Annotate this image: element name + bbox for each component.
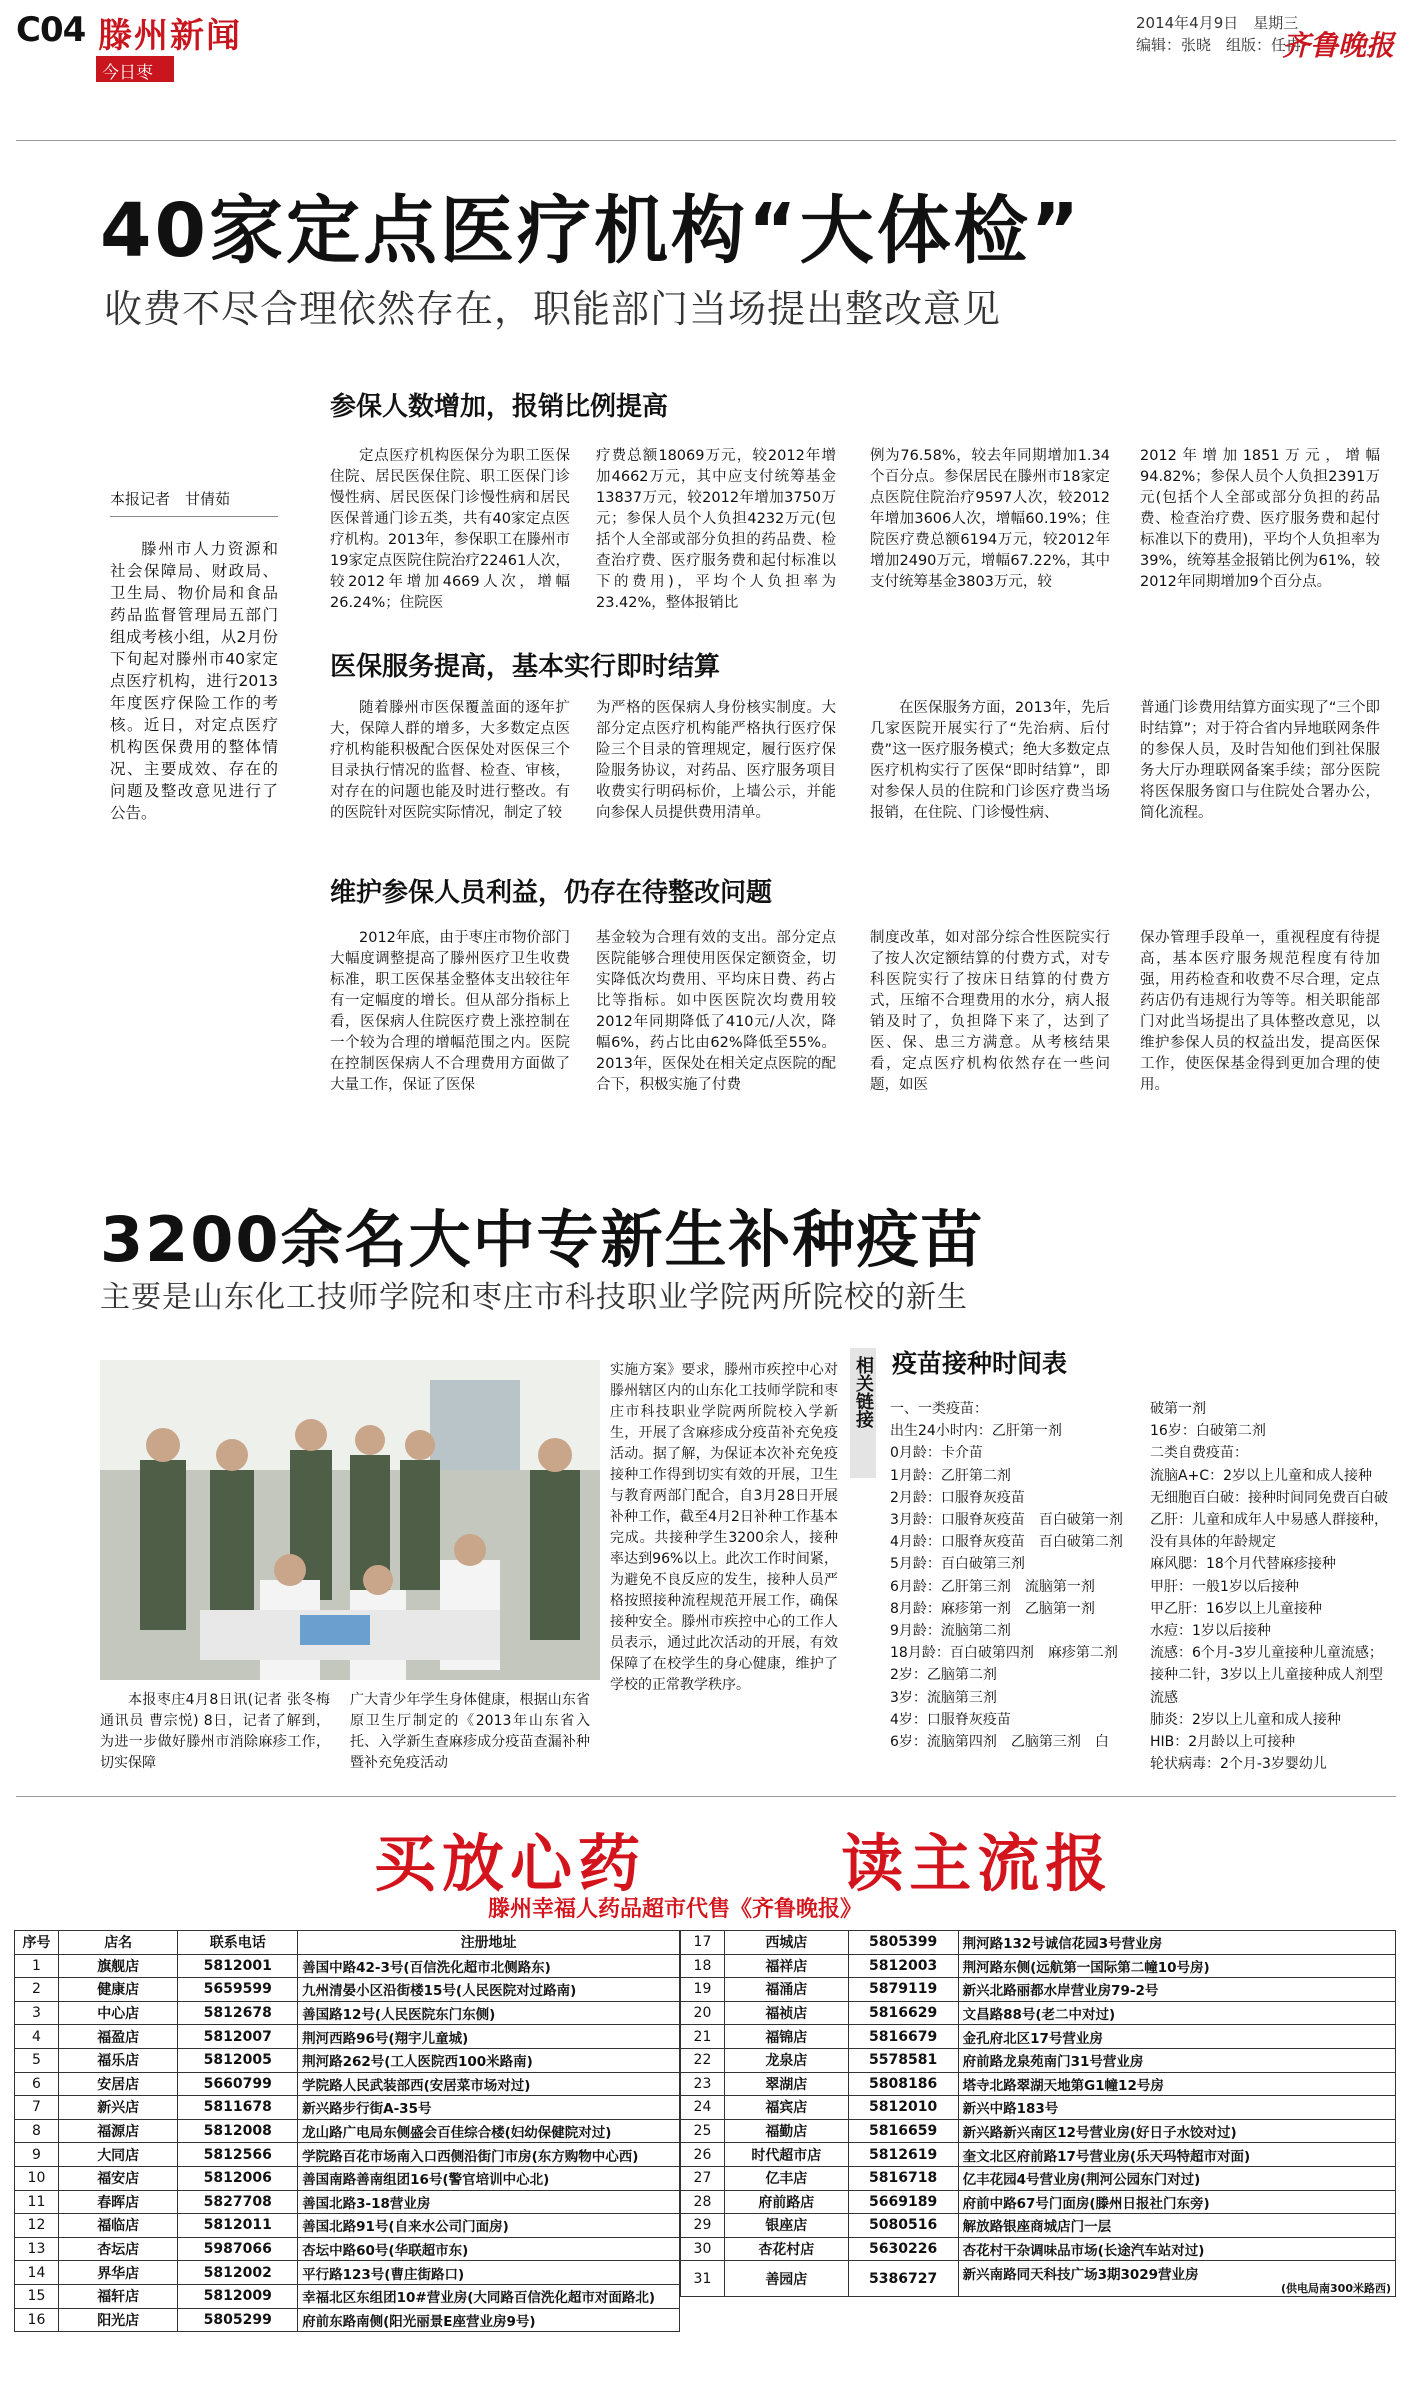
section3-col-4: 保办管理手段单一，重视程度有待提高，基本医疗服务规范程度有待加强，用药检查和收费不尽合理，定点药店仍有违规行为等等。相关职能部门对此当场提出了具体整改意见，以维护参保人员的权益出发，提高医保工作，使医保基金得到更加合理的使用。	[1140, 930, 1380, 1093]
store-phone: 5816718	[848, 2166, 958, 2190]
table-row	[681, 2025, 1396, 2049]
store-phone: 5812008	[178, 2119, 298, 2143]
store-number: 24	[681, 2096, 725, 2120]
table-row	[681, 2190, 1396, 2214]
store-name: 福轩店	[58, 2284, 178, 2308]
story2-col-b: 广大青少年学生身体健康，根据山东省原卫生厅制定的《2013年山东省入托、入学新生查麻疹成分疫苗查漏补种暨补充免疫活动	[350, 1692, 590, 1771]
store-address: 府前东路南侧(阳光丽景E座营业房9号)	[298, 2308, 680, 2332]
store-number: 1	[15, 1954, 59, 1978]
store-phone: 5816679	[848, 2025, 958, 2049]
store-phone: 5816659	[848, 2119, 958, 2143]
store-phone: 5812003	[848, 1954, 958, 1978]
section2-col-1: 随着滕州市医保覆盖面的逐年扩大，保障人群的增多，大多数定点医疗机构能积极配合医保处对医保三个目录执行情况的监督、检查、审核，对存在的问题也能及时进行整改。有的医院针对医院实际情况，制定了较	[330, 700, 570, 821]
store-address: 新兴路新兴南区12号营业房(好日子水饺对过)	[958, 2119, 1395, 2143]
schedule-item: 流脑A+C：2岁以上儿童和成人接种	[1150, 1467, 1372, 1484]
section1-subhead: 参保人数增加，报销比例提高	[330, 392, 669, 422]
store-name: 界华店	[58, 2261, 178, 2285]
schedule-item: 5月龄：百白破第三剂	[890, 1556, 1025, 1573]
store-phone: 5812566	[178, 2143, 298, 2167]
store-phone: 5660799	[178, 2072, 298, 2096]
schedule-item: 3月龄：口服脊灰疫苗 百白破第一剂	[890, 1512, 1123, 1529]
store-address: 荆河西路96号(翔宇儿童城)	[298, 2025, 680, 2049]
section1-col-1: 定点医疗机构医保分为职工医保住院、居民医保住院、职工医保门诊慢性病、居民医保门诊慢性病和居民医保普通门诊五类，共有40家定点医疗机构。2013年，参保职工在滕州市19家定点医院住院治疗22461人次，较2012年增加4669人次，增幅26.24%；住院医	[330, 448, 570, 611]
related-links-text: 相关链接	[853, 1356, 874, 1428]
header-divider	[16, 140, 1396, 141]
store-name: 银座店	[724, 2214, 848, 2238]
store-number: 19	[681, 1978, 725, 2002]
vaccination-photo-illustration	[100, 1360, 600, 1680]
brand-logo: 齐鲁晚报	[1282, 29, 1395, 62]
table-row	[15, 2096, 680, 2120]
section3-col-3: 制度改革，如对部分综合性医院实行了按人次定额结算的付费方式，对专科医院实行了按床日结算的付费方式，压缩不合理费用的水分，病人报销及时了，负担降下来了，达到了医、保、患三方满意。从考核结果看，定点医疗机构依然存在一些问题，如医	[870, 930, 1110, 1093]
section-name: 滕州新闻	[98, 16, 242, 56]
col-header-phone: 联系电话	[178, 1931, 298, 1955]
schedule-item: HIB：2月龄以上可接种	[1150, 1734, 1296, 1751]
story1-subheadline: 收费不尽合理依然存在，职能部门当场提出整改意见	[104, 287, 1002, 331]
store-phone: 5386727	[848, 2261, 958, 2297]
related-links-label	[850, 1348, 876, 1478]
table-row	[15, 2072, 680, 2096]
store-number: 26	[681, 2143, 725, 2167]
vaccine-schedule-right	[1150, 1398, 1390, 1775]
store-phone: 5812009	[178, 2284, 298, 2308]
ad-slogan-part-1: 买放心药	[374, 1827, 647, 1900]
store-phone: 5805299	[178, 2308, 298, 2332]
section3-col-1: 2012年底，由于枣庄市物价部门大幅度调整提高了滕州医疗卫生收费标准，职工医保基金整体支出较往年有一定幅度的增长。但从部分指标上看，医保病人住院医疗费上涨控制在一个较为合理的增幅范围之内。医院在控制医保病人不合理费用方面做了大量工作，保证了医保	[330, 930, 570, 1093]
store-address: 荆河路132号诚信花园3号营业房	[958, 1931, 1395, 1955]
table-row	[681, 2261, 1396, 2297]
store-phone: 5987066	[178, 2237, 298, 2261]
vaccination-photo	[100, 1360, 600, 1680]
store-name: 龙泉店	[724, 2048, 848, 2072]
section2-subhead: 医保服务提高，基本实行即时结算	[330, 652, 721, 682]
store-name: 福乐店	[58, 2048, 178, 2072]
store-name: 中心店	[58, 2001, 178, 2025]
store-number: 25	[681, 2119, 725, 2143]
editor-line: 编辑：张晓 组版：任冉	[1136, 36, 1302, 54]
story1-byline: 本报记者 甘倩茹	[110, 490, 231, 508]
ad-subtitle: 滕州幸福人药品超市代售《齐鲁晚报》	[488, 1897, 863, 1922]
store-address: 杏坛中路60号(华联超市东)	[298, 2237, 680, 2261]
schedule-item: 肺炎：2岁以上儿童和成人接种	[1150, 1711, 1341, 1728]
store-address: 幸福北区东组团10#营业房(大同路百信洗化超市对面路北)	[298, 2284, 680, 2308]
store-name: 杏花村店	[724, 2237, 848, 2261]
story2-col-c: 实施方案》要求，滕州市疾控中心对滕州辖区内的山东化工技师学院和枣庄市科技职业学院两所院校入学新生，开展了含麻疹成分疫苗补充免疫活动。据了解，为保证本次补充免疫接种工作得到切实有效的开展，卫生与教育两部门配合，自3月28日开展补种工作，截至4月2日补种工作基本完成。共接种学生3200余人，接种率达到96%以上。此次工作时间紧，为避免不良反应的发生，接种人员严格按照接种流程规范开展工作，确保接种安全。滕州市疾控中心的工作人员表示，通过此次活动的开展，有效保障了在校学生的身心健康，维护了学校的正常教学秩序。	[610, 1362, 838, 1693]
store-name: 杏坛店	[58, 2237, 178, 2261]
schedule-item: 3岁：流脑第三剂	[890, 1689, 997, 1706]
schedule-item: 二类自费疫苗：	[1150, 1445, 1248, 1462]
store-phone: 5816629	[848, 2001, 958, 2025]
table-row	[15, 2143, 680, 2167]
table-header-row	[15, 1931, 680, 1955]
store-phone: 5812678	[178, 2001, 298, 2025]
store-name: 福临店	[58, 2214, 178, 2238]
store-name: 春晖店	[58, 2190, 178, 2214]
store-phone: 5808186	[848, 2072, 958, 2096]
section1-col-4: 2012年增加1851万元，增幅94.82%；参保人员个人负担2391万元(包括个人全部或部分负担的药品费、检查治疗费、医疗服务费和起付标准以下的费用)，平均个人负担率为39%，统筹基金报销比例为61%，较2012年同期增加9个百分点。	[1140, 448, 1380, 590]
store-phone: 5827708	[178, 2190, 298, 2214]
schedule-item: 出生24小时内：乙肝第一剂	[890, 1423, 1062, 1440]
story2-subheadline: 主要是山东化工技师学院和枣庄市科技职业学院两所院校的新生	[100, 1280, 968, 1315]
store-phone: 5812011	[178, 2214, 298, 2238]
store-address: 平行路123号(曹庄街路口)	[298, 2261, 680, 2285]
store-address: 新兴中路183号	[958, 2096, 1395, 2120]
table-row	[681, 2096, 1396, 2120]
schedule-item: 18月龄：百白破第四剂 麻疹第二剂	[890, 1645, 1118, 1662]
store-address: 善国北路91号(自来水公司门面房)	[298, 2214, 680, 2238]
store-name: 新兴店	[58, 2096, 178, 2120]
store-address: 解放路银座商城店门一层	[958, 2214, 1395, 2238]
ad-slogan	[374, 1814, 1113, 1903]
story1-lead: 滕州市人力资源和社会保障局、财政局、卫生局、物价局和食品药品监督管理局五部门组成考核小组，从2月份下旬起对滕州市40家定点医疗机构，进行2013年度医疗保险工作的考核。近日，对定点医疗机构医保费用的整体情况、主要成效、存在的问题及整改意见进行了公告。	[110, 540, 278, 822]
schedule-item: 乙肝：儿童和成年人中易感人群接种，没有具体的年龄规定	[1150, 1512, 1388, 1551]
store-address: 塔寺北路翠湖天地第G1幢12号房	[958, 2072, 1395, 2096]
schedule-item: 麻风腮：18个月代替麻疹接种	[1150, 1556, 1336, 1573]
store-number: 4	[15, 2025, 59, 2049]
store-address: 九州清晏小区沿街楼15号(人民医院对过路南)	[298, 1978, 680, 2002]
story2-headline: 3200余名大中专新生补种疫苗	[100, 1203, 985, 1276]
story2-col-a: 本报枣庄4月8日讯(记者 张冬梅 通讯员 曹宗悦) 8日，记者了解到，为进一步做好滕州市消除麻疹工作，切实保障	[100, 1692, 330, 1771]
section3-subhead: 维护参保人员利益，仍存在待整改问题	[330, 878, 773, 908]
store-name: 翠湖店	[724, 2072, 848, 2096]
store-address: 善国中路42-3号(百信洗化超市北侧路东)	[298, 1954, 680, 1978]
store-phone: 5659599	[178, 1978, 298, 2002]
table-row	[681, 2237, 1396, 2261]
schedule-item: 一、一类疫苗：	[890, 1401, 988, 1417]
ad-divider	[16, 1796, 1396, 1797]
store-number: 29	[681, 2214, 725, 2238]
schedule-item: 6月龄：乙肝第三剂 流脑第一剂	[890, 1578, 1095, 1595]
store-name: 福宾店	[724, 2096, 848, 2120]
schedule-item: 甲肝：一般1岁以后接种	[1150, 1578, 1299, 1595]
schedule-item: 流感：6个月-3岁儿童接种儿童流感；接种二针，3岁以上儿童接种成人剂型流感	[1150, 1645, 1383, 1706]
store-address-note: (供电局南300米路西)	[1280, 2281, 1391, 2295]
store-address: 荆河路东侧(远航第一国际第二幢10号房)	[958, 1954, 1395, 1978]
store-address: 善国北路3-18营业房	[298, 2190, 680, 2214]
table-row	[681, 1954, 1396, 1978]
story1-headline: 40家定点医疗机构“大体检”	[100, 188, 1083, 274]
store-name: 福祥店	[724, 1954, 848, 1978]
table-row	[681, 2072, 1396, 2096]
schedule-item: 16岁：白破第二剂	[1150, 1423, 1266, 1440]
schedule-item: 水痘：1岁以后接种	[1150, 1623, 1271, 1640]
store-phone: 5812005	[178, 2048, 298, 2072]
store-name: 西城店	[724, 1931, 848, 1955]
store-phone: 5812002	[178, 2261, 298, 2285]
page-code: C04	[16, 10, 86, 50]
section3-col-2: 基金较为合理有效的支出。部分定点医院能够合理使用医保定额资金，切实降低次均费用、平均床日费、药占比等指标。如中医医院次均费用较2012年同期降低了410元/人次，降幅6%，药占比由62%降低至55%。2013年，医保处在相关定点医院的配合下，积极实施了付费	[596, 930, 836, 1093]
schedule-item: 0月龄：卡介苗	[890, 1445, 983, 1462]
table-row	[15, 2308, 680, 2332]
schedule-item: 2岁：乙脑第二剂	[890, 1667, 997, 1684]
store-name: 安居店	[58, 2072, 178, 2096]
schedule-item: 无细胞百白破：接种时间同免费百白破	[1150, 1489, 1388, 1506]
section2-col-4: 普通门诊费用结算方面实现了“三个即时结算”；对于符合省内异地联网条件的参保人员，及时告知他们到社保服务大厅办理联网备案手续；部分医院将医保服务窗口与住院处合署办公，简化流程。	[1140, 700, 1380, 821]
store-address: 文昌路88号(老二中对过)	[958, 2001, 1395, 2025]
store-number: 18	[681, 1954, 725, 1978]
store-name: 福盈店	[58, 2025, 178, 2049]
store-name: 旗舰店	[58, 1954, 178, 1978]
store-address: 金孔府北区17号营业房	[958, 2025, 1395, 2049]
table-row	[15, 2119, 680, 2143]
store-number: 31	[681, 2261, 725, 2297]
store-number: 2	[15, 1978, 59, 2002]
store-number: 17	[681, 1931, 725, 1955]
store-address: 奎文北区府前路17号营业房(乐天玛特超市对面)	[958, 2143, 1395, 2167]
schedule-item: 1月龄：乙肝第二剂	[890, 1467, 1011, 1484]
table-row	[681, 1978, 1396, 2002]
store-address: 学院路人民武装部西(安居菜市场对过)	[298, 2072, 680, 2096]
store-name: 大同店	[58, 2143, 178, 2167]
table-row	[15, 2261, 680, 2285]
store-name: 福源店	[58, 2119, 178, 2143]
store-number: 8	[15, 2119, 59, 2143]
store-phone: 5080516	[848, 2214, 958, 2238]
store-address: 新兴南路同天科技广场3期3029营业房 (供电局南300米路西)	[958, 2261, 1395, 2297]
store-address: 龙山路广电局东侧盛会百佳综合楼(妇幼保健院对过)	[298, 2119, 680, 2143]
schedule-item: 9月龄：流脑第二剂	[890, 1623, 1011, 1640]
table-row	[15, 2190, 680, 2214]
store-name: 府前路店	[724, 2190, 848, 2214]
store-rows-right	[681, 1931, 1396, 2297]
store-number: 22	[681, 2048, 725, 2072]
store-address: 府前路龙泉苑南门31号营业房	[958, 2048, 1395, 2072]
section1-col-2: 疗费总额18069万元，较2012年增加4662万元，其中应支付统筹基金13837万元，较2012年增加3750万元；参保人员个人负担4232万元(包括个人全部或部分负担的药品费、检查治疗费、医疗服务费和起付标准以下的费用)，平均个人负担率为23.42%，整体报销比	[596, 448, 836, 611]
store-phone: 5812010	[848, 2096, 958, 2120]
store-phone: 5669189	[848, 2190, 958, 2214]
store-phone: 5630226	[848, 2237, 958, 2261]
store-number: 11	[15, 2190, 59, 2214]
store-name: 福祯店	[724, 2001, 848, 2025]
store-phone: 5879119	[848, 1978, 958, 2002]
store-address: 府前中路67号门面房(滕州日报社门东旁)	[958, 2190, 1395, 2214]
store-phone: 5812006	[178, 2166, 298, 2190]
store-address: 荆河路262号(工人医院西100米路南)	[298, 2048, 680, 2072]
sub-section-label: 今日枣庄	[96, 56, 174, 82]
table-row	[681, 2214, 1396, 2238]
store-name: 福安店	[58, 2166, 178, 2190]
table-row	[681, 2166, 1396, 2190]
section2-col-3: 在医保服务方面，2013年，先后几家医院开展实行了“先治病、后付费”这一医疗服务模式；绝大多数定点医疗机构实行了医保“即时结算”，即对参保人员的住院和门诊医疗费当场报销，在住院、门诊慢性病、	[870, 700, 1110, 821]
table-row	[681, 2143, 1396, 2167]
store-address: 善国南路善南组团16号(警官培训中心北)	[298, 2166, 680, 2190]
header-meta	[1136, 12, 1301, 56]
table-row	[681, 1931, 1396, 1955]
schedule-item: 4岁：口服脊灰疫苗	[890, 1711, 1011, 1728]
store-phone: 5805399	[848, 1931, 958, 1955]
store-number: 16	[15, 2308, 59, 2332]
table-row	[681, 2119, 1396, 2143]
schedule-item: 6岁：流脑第四剂 乙脑第三剂 白	[890, 1734, 1109, 1751]
store-number: 27	[681, 2166, 725, 2190]
store-phone: 5812619	[848, 2143, 958, 2167]
store-name: 健康店	[58, 1978, 178, 2002]
store-name: 时代超市店	[724, 2143, 848, 2167]
section2-col-2: 为严格的医保病人身份核实制度。大部分定点医疗机构能严格执行医疗保险三个目录的管理规定，履行医疗保险服务协议，对药品、医疗服务项目收费实行明码标价，上墙公示，并能向参保人员提供费用清单。	[596, 700, 836, 821]
store-number: 6	[15, 2072, 59, 2096]
store-number: 7	[15, 2096, 59, 2120]
vaccine-schedule-left	[890, 1398, 1150, 1753]
col-header-address: 注册地址	[298, 1931, 680, 1955]
store-address: 善国路12号(人民医院东门东侧)	[298, 2001, 680, 2025]
schedule-item: 甲乙肝：16岁以上儿童接种	[1150, 1600, 1322, 1617]
store-table-left	[14, 1930, 680, 2332]
table-row	[681, 2001, 1396, 2025]
store-phone: 5812001	[178, 1954, 298, 1978]
store-address: 学院路百花市场南入口西侧沿街门市房(东方购物中心西)	[298, 2143, 680, 2167]
store-number: 3	[15, 2001, 59, 2025]
store-name: 善园店	[724, 2261, 848, 2297]
store-number: 13	[15, 2237, 59, 2261]
store-name: 福锦店	[724, 2025, 848, 2049]
store-phone: 5812007	[178, 2025, 298, 2049]
store-number: 20	[681, 2001, 725, 2025]
table-row	[15, 2166, 680, 2190]
store-number: 9	[15, 2143, 59, 2167]
schedule-item: 8月龄：麻疹第一剂 乙脑第一剂	[890, 1600, 1095, 1617]
schedule-item: 4月龄：口服脊灰疫苗 百白破第二剂	[890, 1534, 1123, 1551]
store-phone: 5578581	[848, 2048, 958, 2072]
store-number: 14	[15, 2261, 59, 2285]
table-row	[15, 2214, 680, 2238]
store-number: 10	[15, 2166, 59, 2190]
store-name: 阳光店	[58, 2308, 178, 2332]
store-number: 30	[681, 2237, 725, 2261]
store-name: 福涌店	[724, 1978, 848, 2002]
ad-slogan-part-2: 读主流报	[841, 1827, 1114, 1900]
store-number: 21	[681, 2025, 725, 2049]
table-row	[15, 1978, 680, 2002]
schedule-item: 2月龄：口服脊灰疫苗	[890, 1489, 1025, 1506]
date-line: 2014年4月9日 星期三	[1136, 14, 1299, 32]
store-number: 23	[681, 2072, 725, 2096]
store-address: 亿丰花园4号营业房(荆河公园东门对过)	[958, 2166, 1395, 2190]
schedule-item: 破第一剂	[1150, 1401, 1206, 1417]
store-table-right	[680, 1930, 1396, 2297]
section1-col-3: 例为76.58%，较去年同期增加1.34个百分点。参保居民在滕州市18家定点医院住院治疗9597人次，较2012年增加3606人次，增幅60.19%；住院医疗费总额6194万元，较2012年增加2490万元，增幅67.22%，其中支付统筹基金3803万元，较	[870, 448, 1110, 590]
table-row	[15, 2237, 680, 2261]
table-row	[15, 2048, 680, 2072]
store-name: 福勤店	[724, 2119, 848, 2143]
table-row	[15, 1954, 680, 1978]
table-row	[15, 2025, 680, 2049]
byline-divider	[110, 516, 278, 517]
store-number: 15	[15, 2284, 59, 2308]
store-name: 亿丰店	[724, 2166, 848, 2190]
table-row	[15, 2001, 680, 2025]
table-row	[15, 2284, 680, 2308]
store-rows-left	[15, 1954, 680, 2332]
schedule-item: 轮状病毒：2个月-3岁婴幼儿	[1150, 1756, 1327, 1773]
store-number: 12	[15, 2214, 59, 2238]
vaccine-schedule-title: 疫苗接种时间表	[892, 1349, 1068, 1378]
store-address: 新兴北路丽都水岸营业房79-2号	[958, 1978, 1395, 2002]
store-address: 杏花村干杂调味品市场(长途汽车站对过)	[958, 2237, 1395, 2261]
col-header-name: 店名	[58, 1931, 178, 1955]
store-number: 5	[15, 2048, 59, 2072]
store-phone: 5811678	[178, 2096, 298, 2120]
col-header-no: 序号	[15, 1931, 59, 1955]
store-address: 新兴路步行街A-35号	[298, 2096, 680, 2120]
store-number: 28	[681, 2190, 725, 2214]
table-row	[681, 2048, 1396, 2072]
